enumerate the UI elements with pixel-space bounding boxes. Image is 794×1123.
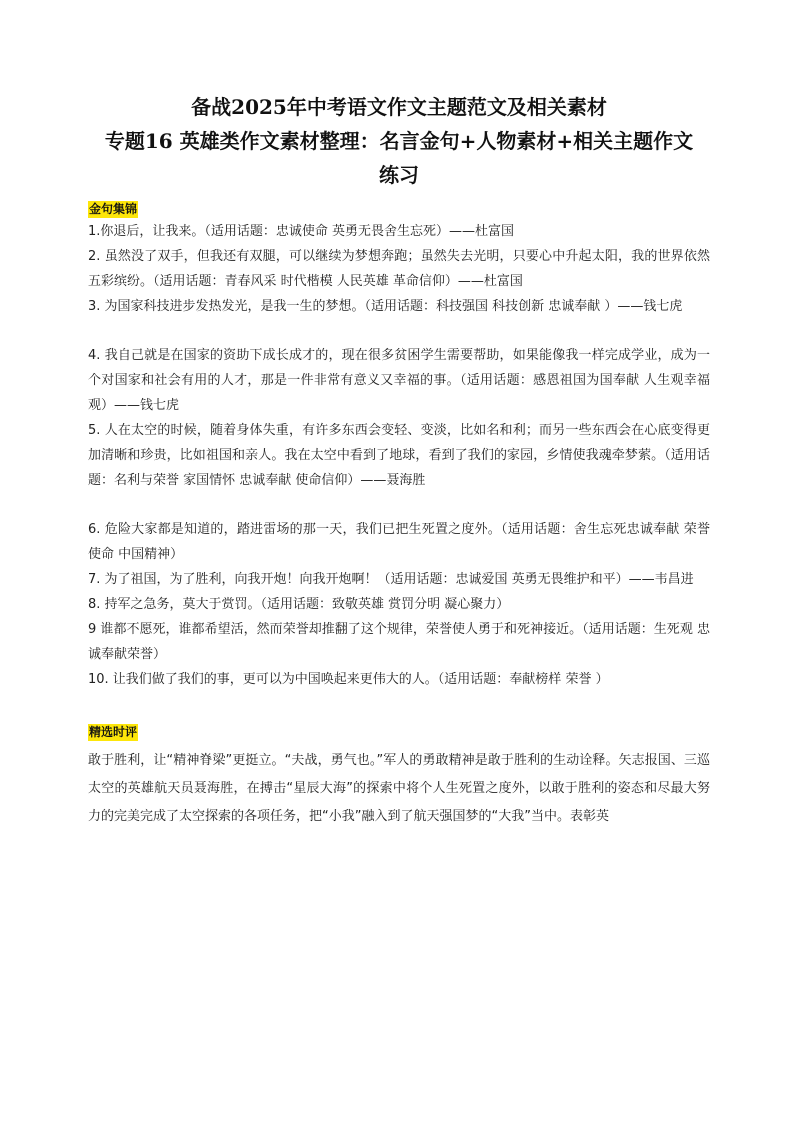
section-spacer xyxy=(88,692,710,721)
quote-list xyxy=(88,219,710,692)
quote-item: 7. 为了祖国，为了胜利，向我开炮！向我开炮啊！（适用话题：忠诚爱国 英勇无畏维护和平）——韦昌进 xyxy=(88,572,694,587)
quote-item: 10. 让我们做了我们的事，更可以为中国唤起来更伟大的人。（适用话题：奉献榜样 荣誉 ） xyxy=(88,672,609,687)
quote-item: 8. 持军之急务，莫大于赏罚。（适用话题：致敬英雄 赏罚分明 凝心聚力） xyxy=(88,597,510,612)
quote-item: 3. 为国家科技进步发热发光，是我一生的梦想。（适用话题：科技强国 科技创新 忠诚奉献 ）——钱七虎 xyxy=(88,299,683,314)
paragraph-spacer xyxy=(88,493,710,517)
section-tag-quotes: 金句集锦 xyxy=(89,202,138,216)
document-title: 备战2025年中考语文作文主题范文及相关素材 xyxy=(191,95,607,119)
section-tag-commentary: 精选时评 xyxy=(89,725,138,739)
quote-item: 1.你退后，让我来。（适用话题：忠诚使命 英勇无畏舍生忘死）——杜富国 xyxy=(88,224,515,239)
quote-item: 5. 人在太空的时候，随着身体失重，有许多东西会变轻、变淡，比如名和利；而另一些东西会在心底变得更加清晰和珍贵，比如祖国和亲人。我在太空中看到了地球，看到了我们的家园，乡情使我魂牵梦萦。（适用话题：名利与荣誉 家国情怀 忠诚奉献 使命信仰）——聂海胜 xyxy=(88,423,710,488)
quote-item: 9 谁都不愿死，谁都希望活，然而荣誉却推翻了这个规律，荣誉使人勇于和死神接近。（适用话题：生死观 忠诚奉献荣誉） xyxy=(88,622,710,662)
document-page xyxy=(88,92,710,831)
commentary-paragraph: 敢于胜利，让“精神脊梁”更挺立。“夫战，勇气也。”军人的勇敢精神是敢于胜利的生动诠释。矢志报国、三巡太空的英雄航天员聂海胜，在搏击“星辰大海”的探索中将个人生死置之度外，以敢于胜利的姿态和尽最大努力的完美完成了太空探索的各项任务，把“小我”融入到了航天强国梦的“大我”当中。表彰英 xyxy=(88,753,710,824)
document-subtitle-continued: 练习 xyxy=(379,163,419,187)
document-subtitle: 专题16 英雄类作文素材整理：名言金句+人物素材+相关主题作文 xyxy=(104,129,694,153)
section-commentary xyxy=(88,721,710,741)
paragraph-spacer xyxy=(88,319,710,343)
quote-item: 2. 虽然没了双手，但我还有双腿，可以继续为梦想奔跑；虽然失去光明，只要心中升起太阳，我的世界依然五彩缤纷。（适用话题：青春风采 时代楷模 人民英雄 革命信仰）——杜富国 xyxy=(88,249,710,289)
quote-item: 6. 危险大家都是知道的，踏进雷场的那一天，我们已把生死置之度外。（适用话题：舍生忘死忠诚奉献 荣誉使命 中国精神） xyxy=(88,522,710,562)
section-quotes xyxy=(88,198,710,218)
quote-item: 4. 我自己就是在国家的资助下成长成才的，现在很多贫困学生需要帮助，如果能像我一样完成学业，成为一个对国家和社会有用的人才，那是一件非常有意义又幸福的事。（适用话题：感恩祖国为国奉献 人生观幸福观）——钱七虎 xyxy=(88,348,710,413)
